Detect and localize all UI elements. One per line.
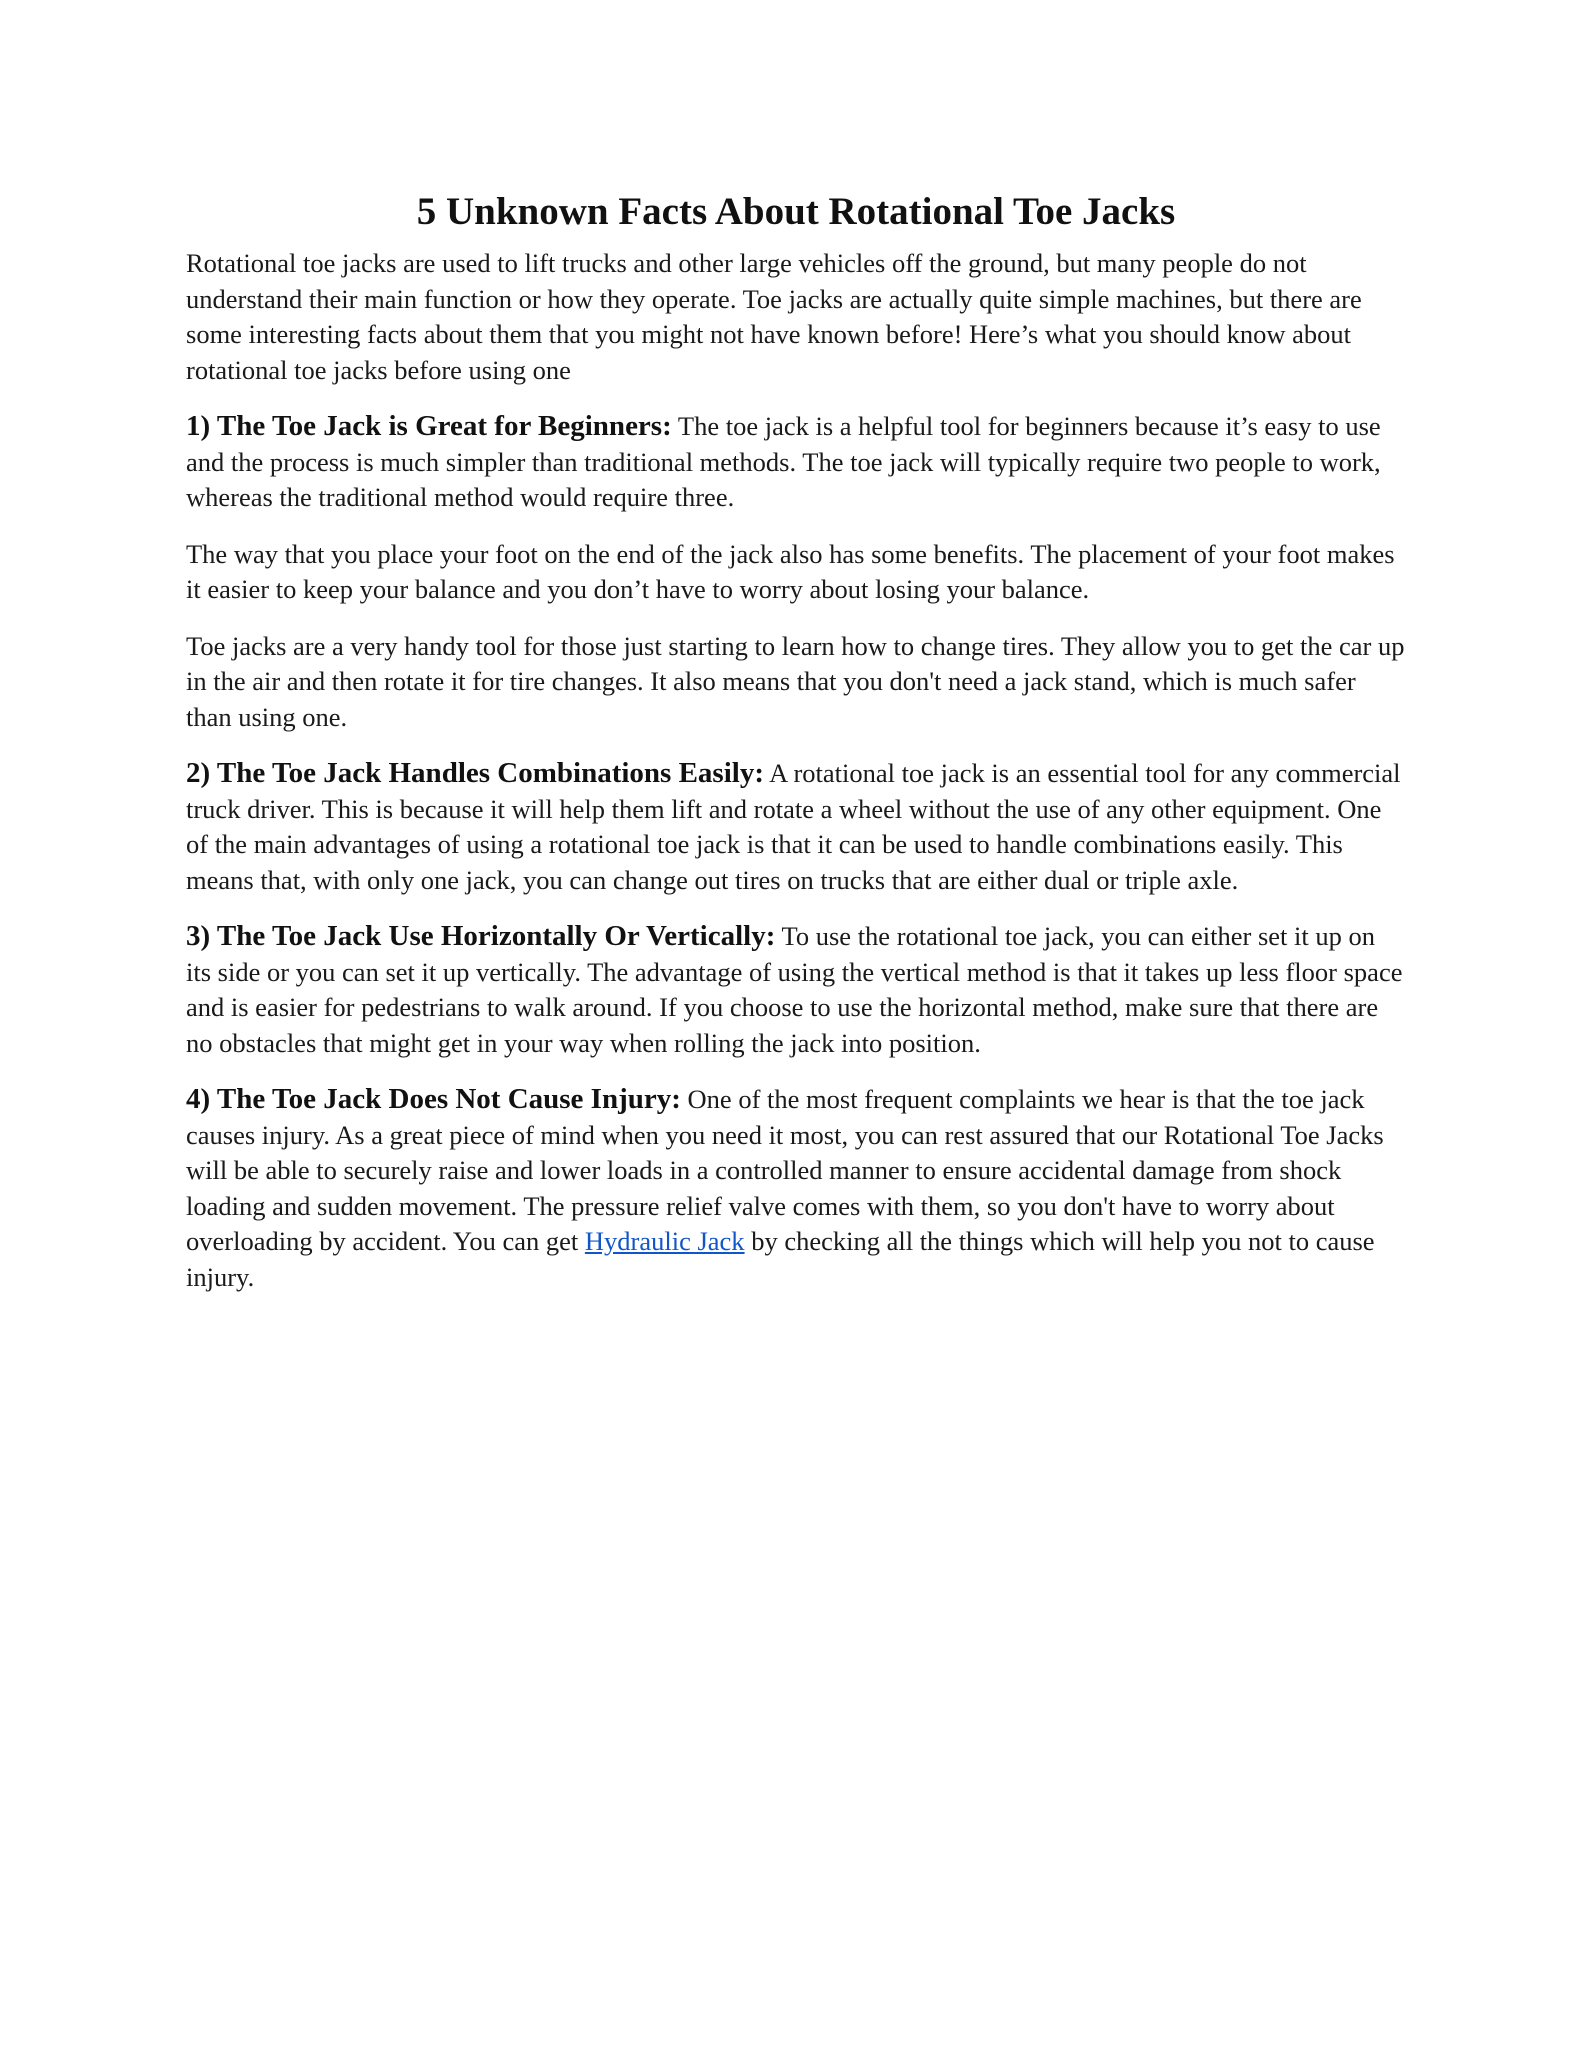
section-4-heading: 4) The Toe Jack Does Not Cause Injury: xyxy=(186,1083,681,1115)
section-2-heading: 2) The Toe Jack Handles Combinations Easily: xyxy=(186,757,764,789)
hydraulic-jack-link[interactable]: Hydraulic Jack xyxy=(584,1226,745,1256)
section-2-paragraph xyxy=(186,756,1406,898)
section-4-text-before-link: One of the most frequent complaints we hear is that the toe jack causes injury. As a great piece of mind when you need it most, you can rest assured that our Rotational Toe Jacks will be able to securely raise and lower loads in a controlled manner to ensure accidental damage from shock loading and sudden movement. The pressure relief valve comes with them, so you don't have to worry about overloading by accident. You can get xyxy=(186,1084,1384,1256)
section-3-heading: 3) The Toe Jack Use Horizontally Or Vertically: xyxy=(186,920,776,952)
document-page xyxy=(186,180,1406,1316)
section-4-text-after-link: by checking all the things which will help you not to cause injury. xyxy=(186,1226,1375,1292)
section-1-paragraph-3: Toe jacks are a very handy tool for those just starting to learn how to change tires. They allow you to get the car up in the air and then rotate it for tire changes. It also means that you don't need a jack stand, which is much safer than using one. xyxy=(186,630,1405,732)
section-1-heading: 1) The Toe Jack is Great for Beginners: xyxy=(186,410,672,442)
section-1-paragraph xyxy=(186,409,1406,516)
section-3-text: To use the rotational toe jack, you can either set it up on its side or you can set it up vertically. The advantage of using the vertical method is that it takes up less floor space and is easier for pedestrians to walk around. If you choose to use the horizontal method, make sure that there are no obstacles that might get in your way when rolling the jack into position. xyxy=(186,921,1403,1058)
section-4-paragraph xyxy=(186,1082,1406,1295)
section-3-paragraph xyxy=(186,919,1406,1061)
document-title: 5 Unknown Facts About Rotational Toe Jacks xyxy=(416,190,1176,233)
intro-paragraph: Rotational toe jacks are used to lift trucks and other large vehicles off the ground, but many people do not understand their main function or how they operate. Toe jacks are actually quite simple machines, but there are some interesting facts about them that you might not have known before! Here’s what you should know about rotational toe jacks before using one xyxy=(186,248,1362,385)
section-1-text: The toe jack is a helpful tool for beginners because it’s easy to use and the process is much simpler than traditional methods. The toe jack will typically require two people to work, whereas the traditional method would require three. xyxy=(186,411,1381,512)
section-1-paragraph-2: The way that you place your foot on the end of the jack also has some benefits. The placement of your foot makes it easier to keep your balance and you don’t have to worry about losing your balance. xyxy=(186,538,1395,604)
section-2-text: A rotational toe jack is an essential tool for any commercial truck driver. This is because it will help them lift and rotate a wheel without the use of any other equipment. One of the main advantages of using a rotational toe jack is that it can be used to handle combinations easily. This means that, with only one jack, you can change out tires on trucks that are either dual or triple axle. xyxy=(186,758,1401,895)
